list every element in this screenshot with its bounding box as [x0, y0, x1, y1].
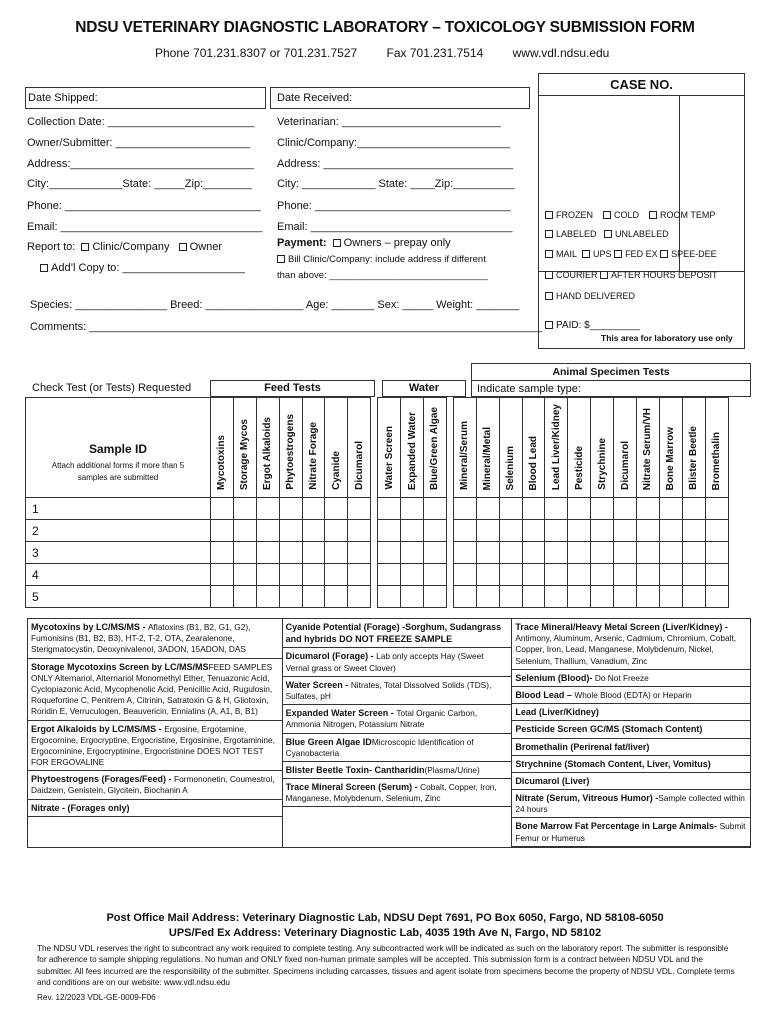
test-checkbox-cell[interactable] [499, 542, 522, 564]
hand-delivered-option[interactable]: HAND DELIVERED [545, 291, 635, 301]
test-checkbox-cell[interactable] [378, 586, 401, 608]
bill-clinic-option[interactable]: Bill Clinic/Company: include address if different [277, 254, 486, 265]
po-address: Post Office Mail Address: Veterinary Diagnostic Lab, NDSU Dept 7691, PO Box 6050, Fargo, ND 58108-6050 [106, 912, 664, 924]
test-checkbox-cell[interactable] [302, 586, 325, 608]
test-checkbox-cell[interactable] [568, 564, 591, 586]
water-col-2: Blue/Green Algae [424, 398, 447, 498]
test-checkbox-cell[interactable] [705, 564, 728, 586]
animal-col-8: Nitrate Serum/VH [637, 398, 660, 498]
test-checkbox-cell[interactable] [378, 498, 401, 520]
feed-col-6: Dicumarol [348, 398, 371, 498]
test-checkbox-cell[interactable] [522, 586, 545, 608]
terms-text: The NDSU VDL reserves the right to subcontract any work required to complete testing. Any subcontracted work will be indicated as such on the laboratory report. The submitter is responsible for adherence to sample shipping regulations. No human and ONLY fixed non-human primate samples will be accepted. This submission form is a contract between NDSU VDL and the submitter. All fees incurred are the responsibility of the submitter. Specimens including carcasses, tissues and agent isolate from specimens become the property of NDSU VDL. Complete terms and conditions are on our website: www.vdl.ndsu.edu [37, 944, 735, 988]
test-checkbox-cell[interactable] [401, 520, 424, 542]
sample-id-cell[interactable]: 2 [26, 520, 211, 542]
sample-id-cell[interactable]: 4 [26, 564, 211, 586]
info-entry: Selenium (Blood)- Do Not Freeze [512, 670, 750, 687]
test-checkbox-cell[interactable] [233, 520, 256, 542]
ups-address: UPS/Fed Ex Address: Veterinary Diagnostic Lab, 4035 19th Ave N, Fargo, ND 58102 [168, 927, 602, 939]
animal-col-2: Selenium [499, 398, 522, 498]
animal-col-3: Blood Lead [522, 398, 545, 498]
test-checkbox-cell[interactable] [348, 498, 371, 520]
test-checkbox-cell[interactable] [424, 520, 447, 542]
test-checkbox-cell[interactable] [591, 498, 614, 520]
veterinarian-field[interactable]: Veterinarian: __________________________ [277, 116, 501, 128]
case-label: CASE NO. [610, 77, 673, 92]
test-checkbox-cell[interactable] [476, 586, 499, 608]
test-checkbox-cell[interactable] [614, 498, 637, 520]
test-checkbox-cell[interactable] [499, 498, 522, 520]
sample-id-cell[interactable]: 5 [26, 586, 211, 608]
test-checkbox-cell[interactable] [637, 498, 660, 520]
info-entry: Lead (Liver/Kidney) [512, 704, 750, 721]
test-checkbox-cell[interactable] [682, 520, 705, 542]
test-checkbox-cell[interactable] [233, 564, 256, 586]
owner-address-field[interactable]: Address:______________________________ [27, 158, 254, 170]
animal-col-9: Bone Marrow [659, 398, 682, 498]
test-checkbox-cell[interactable] [348, 564, 371, 586]
test-checkbox-cell[interactable] [453, 542, 476, 564]
info-entry: Cyanide Potential (Forage) -Sorghum, Sudangrass and hybrids DO NOT FREEZE SAMPLE [283, 619, 512, 648]
test-checkbox-cell[interactable] [682, 542, 705, 564]
info-entry: Storage Mycotoxins Screen by LC/MS/MSFEED SAMPLES ONLY Alternariol, Alternariol Monomethyl Ether, Tenuazonic Acid, Cyclopiazonic Acid, Mycophenolic Acid, Penicillic Acid, Rugulosin, Roquefortine C, Penitrem A, Citrinin, Satratoxin G & H, Gliotoxin, Roridin E, Verruculogen, Beauvericin, Enniatins (A, A1, B, B1) [28, 659, 282, 721]
test-checkbox-cell[interactable] [279, 498, 302, 520]
clinic-address-field[interactable]: Address: _______________________________ [277, 158, 514, 170]
report-to-row[interactable]: Report to: Clinic/Company Owner [27, 241, 223, 253]
date-shipped-box[interactable]: Date Shipped: [25, 87, 266, 109]
test-checkbox-cell[interactable] [705, 542, 728, 564]
test-checkbox-cell[interactable] [476, 498, 499, 520]
test-checkbox-cell[interactable] [545, 564, 568, 586]
test-checkbox-cell[interactable] [348, 542, 371, 564]
info-entry: Strychnine (Stomach Content, Liver, Vomitus) [512, 756, 750, 773]
test-checkbox-cell[interactable] [568, 586, 591, 608]
test-checkbox-cell[interactable] [348, 520, 371, 542]
test-checkbox-cell[interactable] [705, 586, 728, 608]
test-checkbox-cell[interactable] [637, 520, 660, 542]
website-text: www.vdl.ndsu.edu [512, 46, 610, 60]
test-checkbox-cell[interactable] [682, 564, 705, 586]
feed-col-3: Phytoestrogens [279, 398, 302, 498]
test-checkbox-cell[interactable] [591, 586, 614, 608]
test-checkbox-cell[interactable] [279, 520, 302, 542]
test-checkbox-cell[interactable] [659, 542, 682, 564]
test-checkbox-cell[interactable] [637, 542, 660, 564]
info-entry: Nitrate (Serum, Vitreous Humor) -Sample collected within 24 hours [512, 790, 750, 818]
test-checkbox-cell[interactable] [453, 586, 476, 608]
animal-col-5: Pesticide [568, 398, 591, 498]
owner-field[interactable]: Owner/Submitter: ______________________ [27, 137, 251, 149]
info-entry: Phytoestrogens (Forages/Feed) - Formononetin, Coumestrol, Daidzein, Genistein, Glycitein, Biochanin A [28, 771, 282, 799]
owner-phone-field[interactable]: Phone: ________________________________ [27, 200, 261, 212]
test-checkbox-cell[interactable] [279, 586, 302, 608]
sample-row [26, 542, 729, 564]
test-checkbox-cell[interactable] [453, 564, 476, 586]
delivery-options[interactable]: MAIL UPS FED EX SPEE-DEE [545, 249, 717, 259]
storage-options[interactable]: FROZEN COLD ROOM TEMP [545, 210, 715, 220]
test-checkbox-cell[interactable] [401, 564, 424, 586]
feed-col-2: Ergot Alkaloids [256, 398, 279, 498]
info-entry: Dicumarol (Liver) [512, 773, 750, 790]
test-checkbox-cell[interactable] [659, 520, 682, 542]
test-checkbox-cell[interactable] [499, 564, 522, 586]
test-checkbox-cell[interactable] [476, 564, 499, 586]
animal-col-6: Strychnine [591, 398, 614, 498]
test-checkbox-cell[interactable] [302, 498, 325, 520]
test-checkbox-cell[interactable] [545, 586, 568, 608]
test-checkbox-cell[interactable] [401, 498, 424, 520]
test-checkbox-cell[interactable] [424, 498, 447, 520]
test-checkbox-cell[interactable] [499, 586, 522, 608]
info-entry: Blister Beetle Toxin- Cantharidin(Plasma/Urine) [283, 762, 512, 779]
clinic-city-field[interactable]: City: ____________ State: ____Zip:__________ [277, 178, 515, 190]
test-checkbox-cell[interactable] [659, 586, 682, 608]
animal-col-0: Mineral/Serum [453, 398, 476, 498]
test-checkbox-cell[interactable] [591, 542, 614, 564]
test-checkbox-cell[interactable] [453, 498, 476, 520]
test-checkbox-cell[interactable] [211, 498, 234, 520]
than-above-field[interactable]: than above: ______________________________ [277, 270, 488, 281]
contact-line [155, 46, 635, 60]
check-test-label: Check Test (or Tests) Requested [32, 382, 192, 394]
form-title: NDSU VETERINARY DIAGNOSTIC LABORATORY – TOXICOLOGY SUBMISSION FORM [75, 19, 695, 36]
animal-col-11: Bromethalin [705, 398, 728, 498]
lab-use-note: This area for laboratory use only [601, 333, 733, 343]
test-checkbox-cell[interactable] [401, 542, 424, 564]
test-checkbox-cell[interactable] [256, 498, 279, 520]
sample-row [26, 520, 729, 542]
test-checkbox-cell[interactable] [614, 520, 637, 542]
feed-col-0: Mycotoxins [211, 398, 234, 498]
test-checkbox-cell[interactable] [325, 498, 348, 520]
test-checkbox-cell[interactable] [233, 586, 256, 608]
test-checkbox-cell[interactable] [705, 498, 728, 520]
test-checkbox-cell[interactable] [424, 564, 447, 586]
test-checkbox-cell[interactable] [568, 542, 591, 564]
test-checkbox-cell[interactable] [614, 542, 637, 564]
courier-options[interactable]: COURIER AFTER HOURS DEPOSIT [545, 270, 718, 280]
test-checkbox-cell[interactable] [545, 520, 568, 542]
test-checkbox-cell[interactable] [522, 542, 545, 564]
info-entry: Blood Lead – Whole Blood (EDTA) or Heparin [512, 687, 750, 704]
test-checkbox-cell[interactable] [233, 498, 256, 520]
test-checkbox-cell[interactable] [378, 542, 401, 564]
fax-text: Fax 701.231.7514 [386, 46, 484, 60]
sample-id-header: Sample ID Attach additional forms if more than 5 samples are submitted [26, 398, 211, 498]
test-checkbox-cell[interactable] [256, 520, 279, 542]
feed-col-4: Nitrate Forage [302, 398, 325, 498]
sample-id-cell[interactable]: 3 [26, 542, 211, 564]
water-col-1: Expanded Water [401, 398, 424, 498]
comments-field[interactable]: Comments: __________________________________________________________________________ [30, 321, 542, 333]
test-checkbox-cell[interactable] [682, 586, 705, 608]
species-row[interactable]: Species: _______________ Breed: ________________ Age: _______ Sex: _____ Weight: _______ [30, 299, 520, 311]
test-checkbox-cell[interactable] [233, 542, 256, 564]
test-checkbox-cell[interactable] [522, 564, 545, 586]
test-checkbox-cell[interactable] [659, 564, 682, 586]
test-checkbox-cell[interactable] [424, 542, 447, 564]
collection-date-field[interactable]: Collection Date: ________________________ [27, 116, 255, 128]
test-checkbox-cell[interactable] [256, 586, 279, 608]
sample-id-cell[interactable]: 1 [26, 498, 211, 520]
test-checkbox-cell[interactable] [325, 542, 348, 564]
info-entry: Water Screen - Nitrates, Total Dissolved Solids (TDS), Sulfates, pH [283, 677, 512, 705]
date-received-box[interactable]: Date Received: [270, 87, 530, 109]
additional-copy-field[interactable]: Add’l Copy to: ____________________ [40, 262, 245, 274]
clinic-phone-field[interactable]: Phone: ________________________________ [277, 200, 511, 212]
info-entry: Bone Marrow Fat Percentage in Large Animals- Submit Femur or Humerus [512, 818, 750, 846]
owner-email-field[interactable]: Email: _________________________________ [27, 221, 263, 233]
test-checkbox-cell[interactable] [302, 542, 325, 564]
test-grid [25, 397, 729, 608]
clinic-email-field[interactable]: Email: _________________________________ [277, 221, 513, 233]
sample-row [26, 586, 729, 608]
test-checkbox-cell[interactable] [499, 520, 522, 542]
test-checkbox-cell[interactable] [591, 564, 614, 586]
test-checkbox-cell[interactable] [591, 520, 614, 542]
test-checkbox-cell[interactable] [424, 586, 447, 608]
test-checkbox-cell[interactable] [211, 586, 234, 608]
test-checkbox-cell[interactable] [637, 564, 660, 586]
test-checkbox-cell[interactable] [682, 498, 705, 520]
feed-col-1: Storage Mycos [233, 398, 256, 498]
test-checkbox-cell[interactable] [211, 564, 234, 586]
test-checkbox-cell[interactable] [522, 498, 545, 520]
test-checkbox-cell[interactable] [256, 564, 279, 586]
test-checkbox-cell[interactable] [568, 498, 591, 520]
test-checkbox-cell[interactable] [302, 520, 325, 542]
test-checkbox-cell[interactable] [705, 520, 728, 542]
animal-specimen-header: Animal Specimen Tests Indicate sample type: [471, 363, 751, 397]
test-checkbox-cell[interactable] [568, 520, 591, 542]
test-checkbox-cell[interactable] [348, 586, 371, 608]
test-checkbox-cell[interactable] [256, 542, 279, 564]
feed-tests-header: Feed Tests [210, 380, 375, 397]
animal-col-10: Blister Beetle [682, 398, 705, 498]
clinic-field[interactable]: Clinic/Company:_________________________ [277, 137, 511, 149]
label-options[interactable]: LABELED UNLABELED [545, 229, 669, 239]
test-info-table [27, 618, 751, 848]
test-checkbox-cell[interactable] [522, 520, 545, 542]
info-entry: Nitrate - (Forages only) [28, 800, 282, 817]
phone-text: Phone 701.231.8307 or 701.231.7527 [155, 46, 358, 60]
test-checkbox-cell[interactable] [325, 586, 348, 608]
test-checkbox-cell[interactable] [453, 520, 476, 542]
animal-col-7: Dicumarol [614, 398, 637, 498]
test-checkbox-cell[interactable] [279, 564, 302, 586]
test-checkbox-cell[interactable] [325, 520, 348, 542]
animal-col-4: Lead Liver/Kidney [545, 398, 568, 498]
animal-col-1: Mineral/Metal [476, 398, 499, 498]
test-checkbox-cell[interactable] [614, 564, 637, 586]
feed-col-5: Cyanide [325, 398, 348, 498]
test-checkbox-cell[interactable] [378, 564, 401, 586]
info-entry: Pesticide Screen GC/MS (Stomach Content) [512, 721, 750, 738]
test-checkbox-cell[interactable] [302, 564, 325, 586]
test-checkbox-cell[interactable] [476, 520, 499, 542]
paid-field[interactable]: PAID: $_________ [545, 320, 640, 331]
sample-row [26, 498, 729, 520]
info-entry: Trace Mineral/Heavy Metal Screen (Liver/Kidney) - Antimony, Aluminum, Arsenic, Cadmium, Chromium, Cobalt, Copper, Iron, Lead, Manganese, Molybdenum, Nickel, Selenium, Thallium, Vanadium, Zinc [512, 619, 750, 670]
test-checkbox-cell[interactable] [211, 520, 234, 542]
water-header: Water [382, 380, 466, 397]
info-entry: Dicumarol (Forage) - Lab only accepts Hay (Sweet Vernal grass or Sweet Clover) [283, 648, 512, 676]
test-checkbox-cell[interactable] [401, 586, 424, 608]
owner-city-field[interactable]: City:____________State: _____Zip:________ [27, 178, 253, 190]
test-checkbox-cell[interactable] [545, 542, 568, 564]
test-checkbox-cell[interactable] [279, 542, 302, 564]
info-entry: Expanded Water Screen - Total Organic Carbon, Ammonia Nitrogen, Potassium Nitrate [283, 705, 512, 733]
info-entry: Bromethalin (Perirenal fat/liver) [512, 739, 750, 756]
test-checkbox-cell[interactable] [637, 586, 660, 608]
test-checkbox-cell[interactable] [659, 498, 682, 520]
test-checkbox-cell[interactable] [211, 542, 234, 564]
info-entry: Trace Mineral Screen (Serum) - Cobalt, Copper, Iron, Manganese, Molybdenum, Selenium, Zinc [283, 779, 512, 807]
test-checkbox-cell[interactable] [545, 498, 568, 520]
sample-row [26, 564, 729, 586]
test-checkbox-cell[interactable] [378, 520, 401, 542]
info-entry: Blue Green Algae IDMicroscopic Identification of Cyanobacteria [283, 734, 512, 762]
test-checkbox-cell[interactable] [325, 564, 348, 586]
payment-row[interactable]: Payment: Owners – prepay only [277, 237, 451, 249]
revision-text: Rev. 12/2023 VDL-GE-0009-F06 [37, 993, 156, 1002]
water-col-0: Water Screen [378, 398, 401, 498]
case-box [538, 73, 745, 349]
info-entry: Mycotoxins by LC/MS/MS - Aflatoxins (B1, B2, G1, G2), Fumonisins (B1, B2, B3), HT-2, T-2, OTA, Zearalenone, Sterigmatocystin, Deoxynivalenol, 3ADON, 15ADON, DAS [28, 619, 282, 659]
test-checkbox-cell[interactable] [476, 542, 499, 564]
info-entry: Ergot Alkaloids by LC/MS/MS - Ergosine, Ergotamine, Ergocornine, Ergocryptine, Ergocristine, Ergosinine, Ergotaminine, Ergocorninine, Ergocryptinine, Ergocristinine DOES NOT TEST FOR ERGOVALINE [28, 721, 282, 772]
test-checkbox-cell[interactable] [614, 586, 637, 608]
